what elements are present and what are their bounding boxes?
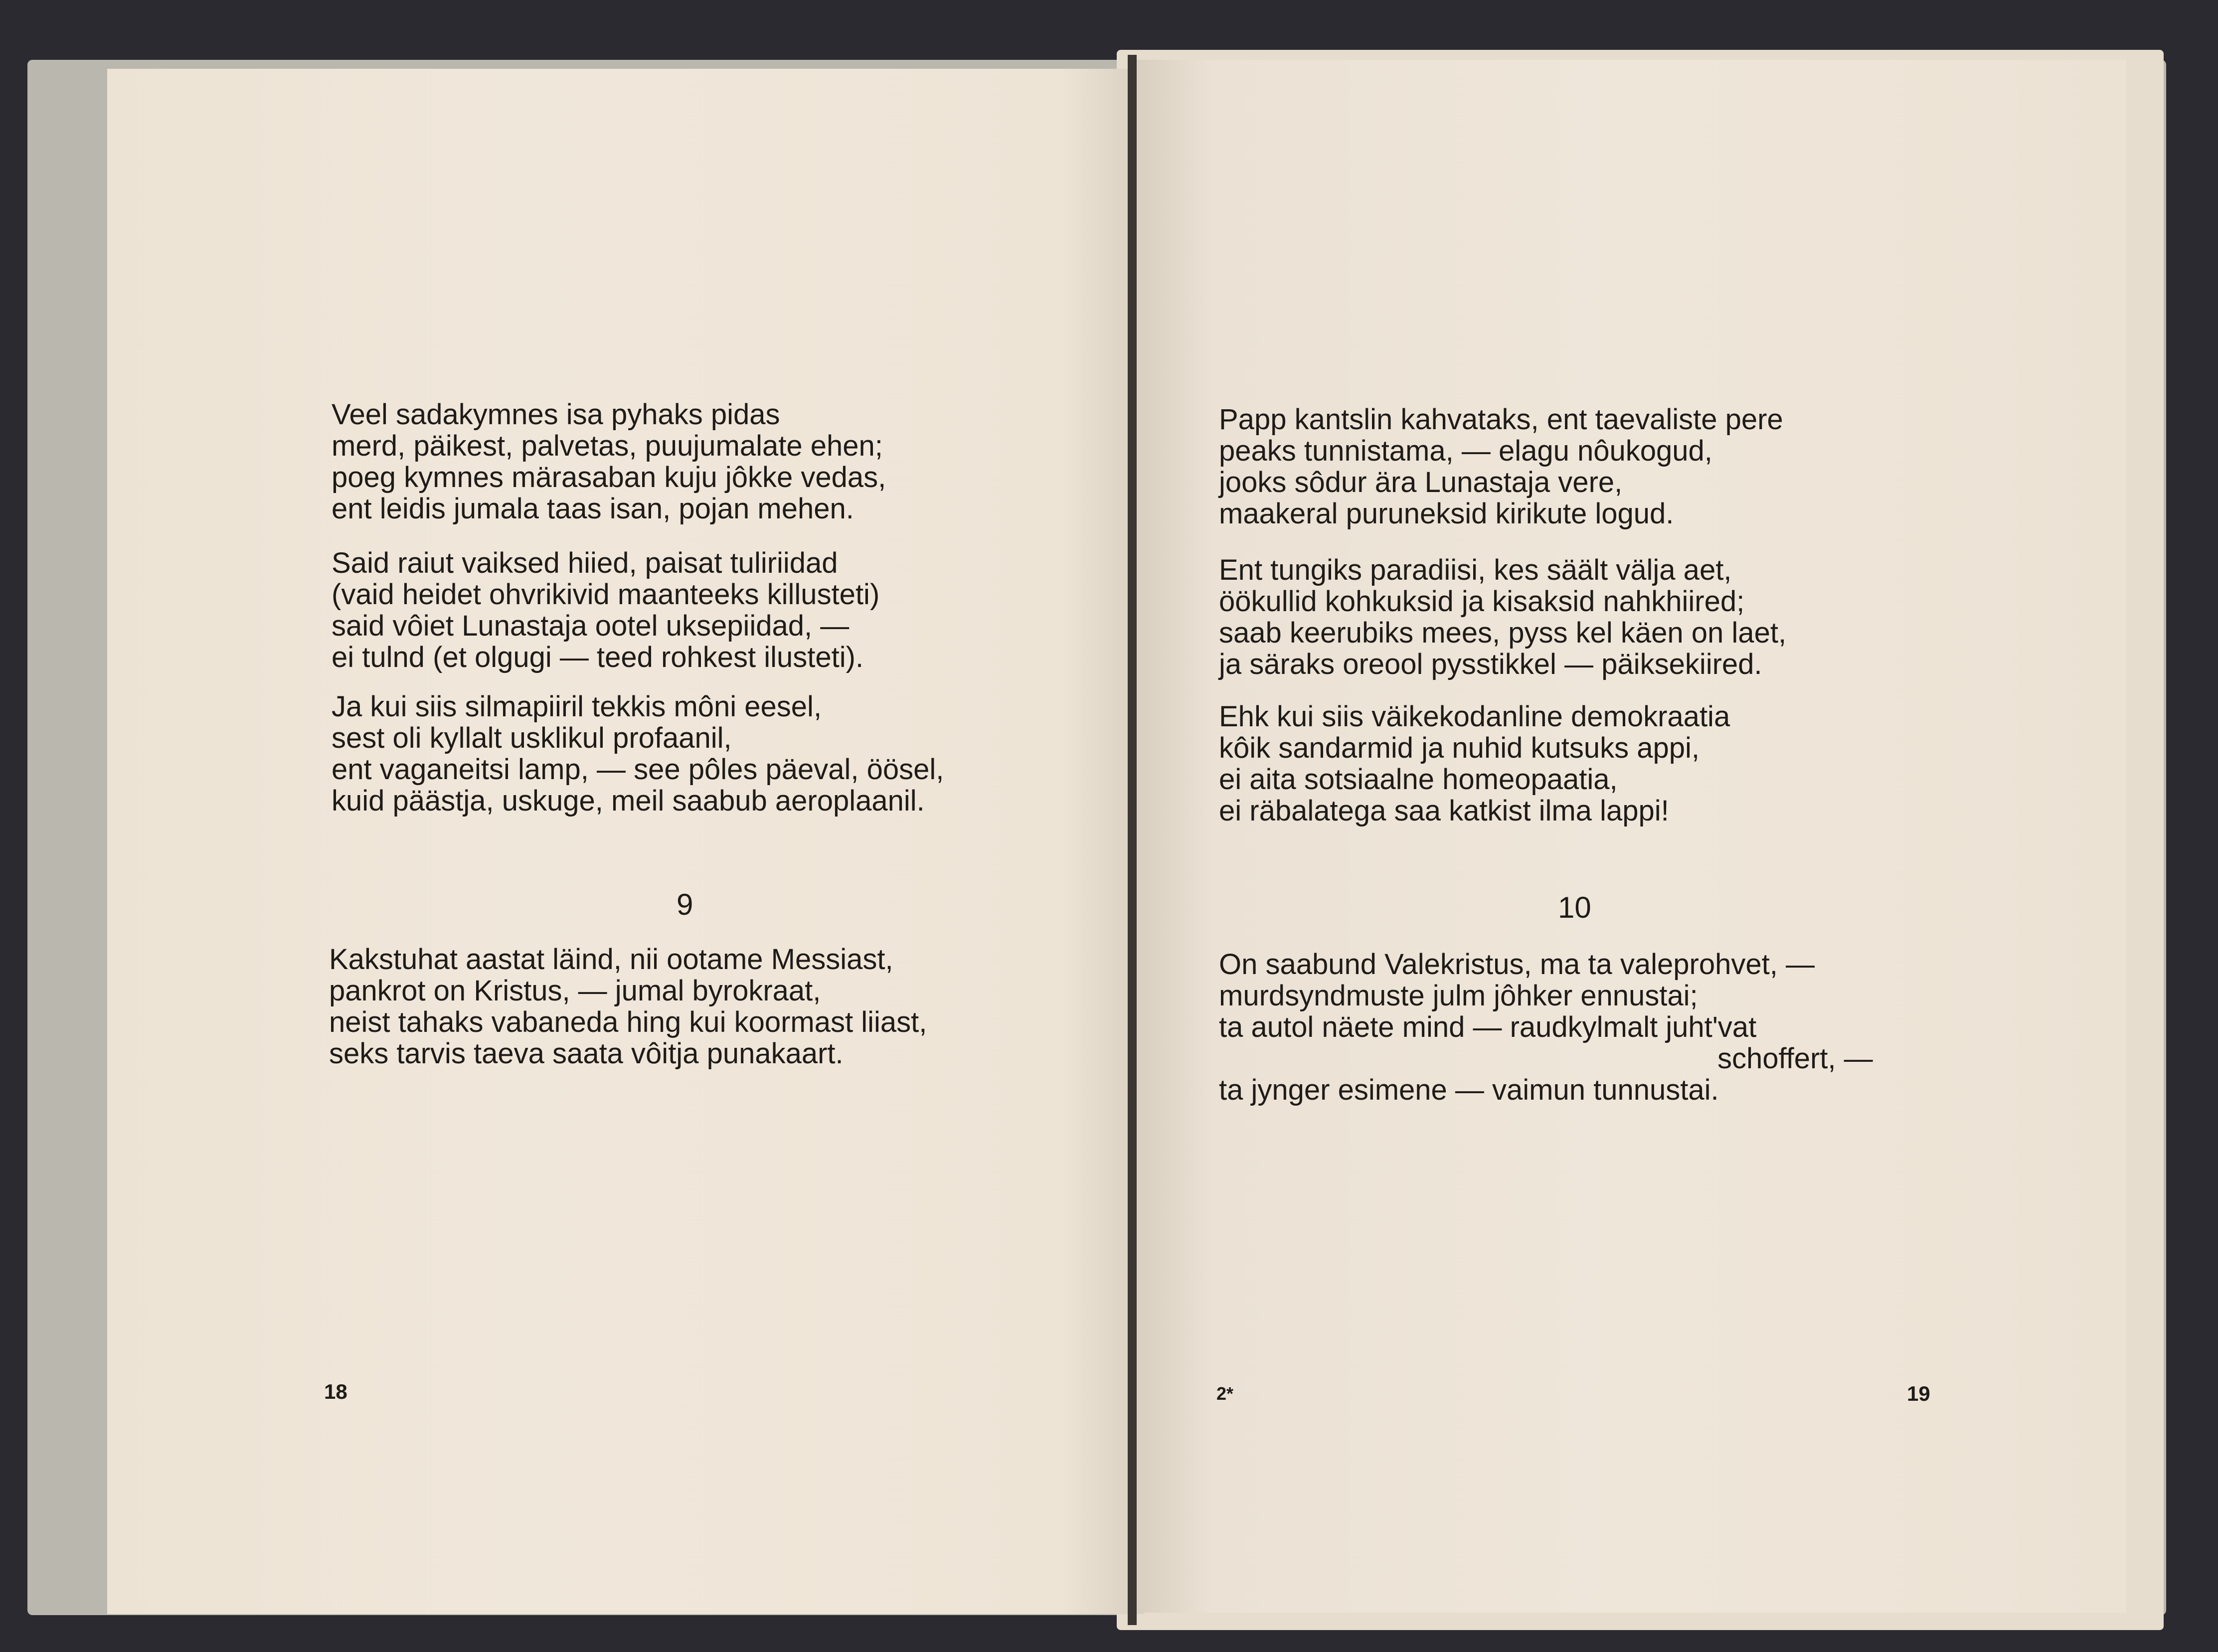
verse-line: ei aita sotsiaalne homeopaatia, xyxy=(1219,763,1618,796)
verse-line: Veel sadakymnes isa pyhaks pidas xyxy=(332,398,780,431)
verse-line: said vôiet Lunastaja ootel uksepiidad, — xyxy=(332,610,850,642)
poem-number: 9 xyxy=(677,888,693,921)
verse-line: kuid päästja, uskuge, meil saabub aeroplaanil. xyxy=(332,785,925,817)
verse-line-continuation: schoffert, — xyxy=(1717,1042,1873,1075)
verse-line: Ja kui siis silmapiiril tekkis môni eesel, xyxy=(332,690,822,723)
verse-line: Ehk kui siis väikekodanline demokraatia xyxy=(1219,700,1730,733)
verse-line: (vaid heidet ohvrikivid maanteeks killusteti) xyxy=(332,578,880,611)
verse-line: ei tulnd (et olgugi — teed rohkest ilusteti). xyxy=(332,641,864,673)
verse-line: ei räbalatega saa katkist ilma lappi! xyxy=(1219,795,1669,827)
verse-line: poeg kymnes märasaban kuju jôkke vedas, xyxy=(332,461,886,494)
verse-line: peaks tunnistama, — elagu nôukogud, xyxy=(1219,435,1712,467)
poem-number: 10 xyxy=(1558,891,1591,924)
right-page xyxy=(1134,60,2126,1613)
verse-line: Papp kantslin kahvataks, ent taevaliste pere xyxy=(1219,403,1783,436)
verse-line: ent vaganeitsi lamp, — see pôles päeval, öösel, xyxy=(332,753,944,786)
left-stanza-3 xyxy=(332,691,944,817)
verse-line: murdsyndmuste julm jôhker ennustai; xyxy=(1219,980,1698,1012)
left-stanza-4 xyxy=(329,944,927,1069)
verse-line: merd, päikest, palvetas, puujumalate ehen; xyxy=(332,430,883,462)
verse-line: neist tahaks vabaneda hing kui koormast liiast, xyxy=(329,1006,927,1038)
verse-line: seks tarvis taeva saata vôitja punakaart. xyxy=(329,1037,844,1070)
right-stanza-1 xyxy=(1219,404,1783,529)
verse-line: ta jynger esimene — vaimun tunnustai. xyxy=(1219,1074,1719,1106)
right-stanza-3 xyxy=(1219,701,1730,826)
verse-line: ta autol näete mind — raudkylmalt juht'vat xyxy=(1219,1011,1757,1043)
verse-line: kôik sandarmid ja nuhid kutsuks appi, xyxy=(1219,732,1700,764)
verse-line: öökullid kohkuksid ja kisaksid nahkhiired; xyxy=(1219,585,1745,618)
page-number: 19 xyxy=(1907,1382,1930,1405)
verse-line: jooks sôdur ära Lunastaja vere, xyxy=(1219,466,1623,498)
verse-line: Ent tungiks paradiisi, kes säält välja aet, xyxy=(1219,554,1732,586)
verse-line: sest oli kyllalt usklikul profaanil, xyxy=(332,722,732,754)
left-page xyxy=(107,69,1144,1614)
left-stanza-1 xyxy=(332,399,886,524)
left-stanza-2 xyxy=(332,547,879,673)
right-stanza-2 xyxy=(1219,554,1786,680)
verse-line: ja säraks oreool pysstikkel — päiksekiired. xyxy=(1219,648,1762,680)
verse-line: ent leidis jumala taas isan, pojan mehen. xyxy=(332,493,854,525)
verse-line: pankrot on Kristus, — jumal byrokraat, xyxy=(329,975,821,1007)
right-stanza-4 xyxy=(1219,949,1873,1106)
verse-line: maakeral puruneksid kirikute logud. xyxy=(1219,497,1674,530)
book-gutter xyxy=(1128,55,1137,1625)
verse-line: saab keerubiks mees, pyss kel käen on laet, xyxy=(1219,617,1787,649)
verse-line: On saabund Valekristus, ma ta valeprohvet, — xyxy=(1219,948,1815,981)
page-number: 18 xyxy=(324,1380,347,1403)
verse-line: Kakstuhat aastat läind, nii ootame Messiast, xyxy=(329,943,893,976)
verse-line: Said raiut vaiksed hiied, paisat tuliriidad xyxy=(332,547,838,579)
signature-mark: 2* xyxy=(1216,1383,1234,1404)
